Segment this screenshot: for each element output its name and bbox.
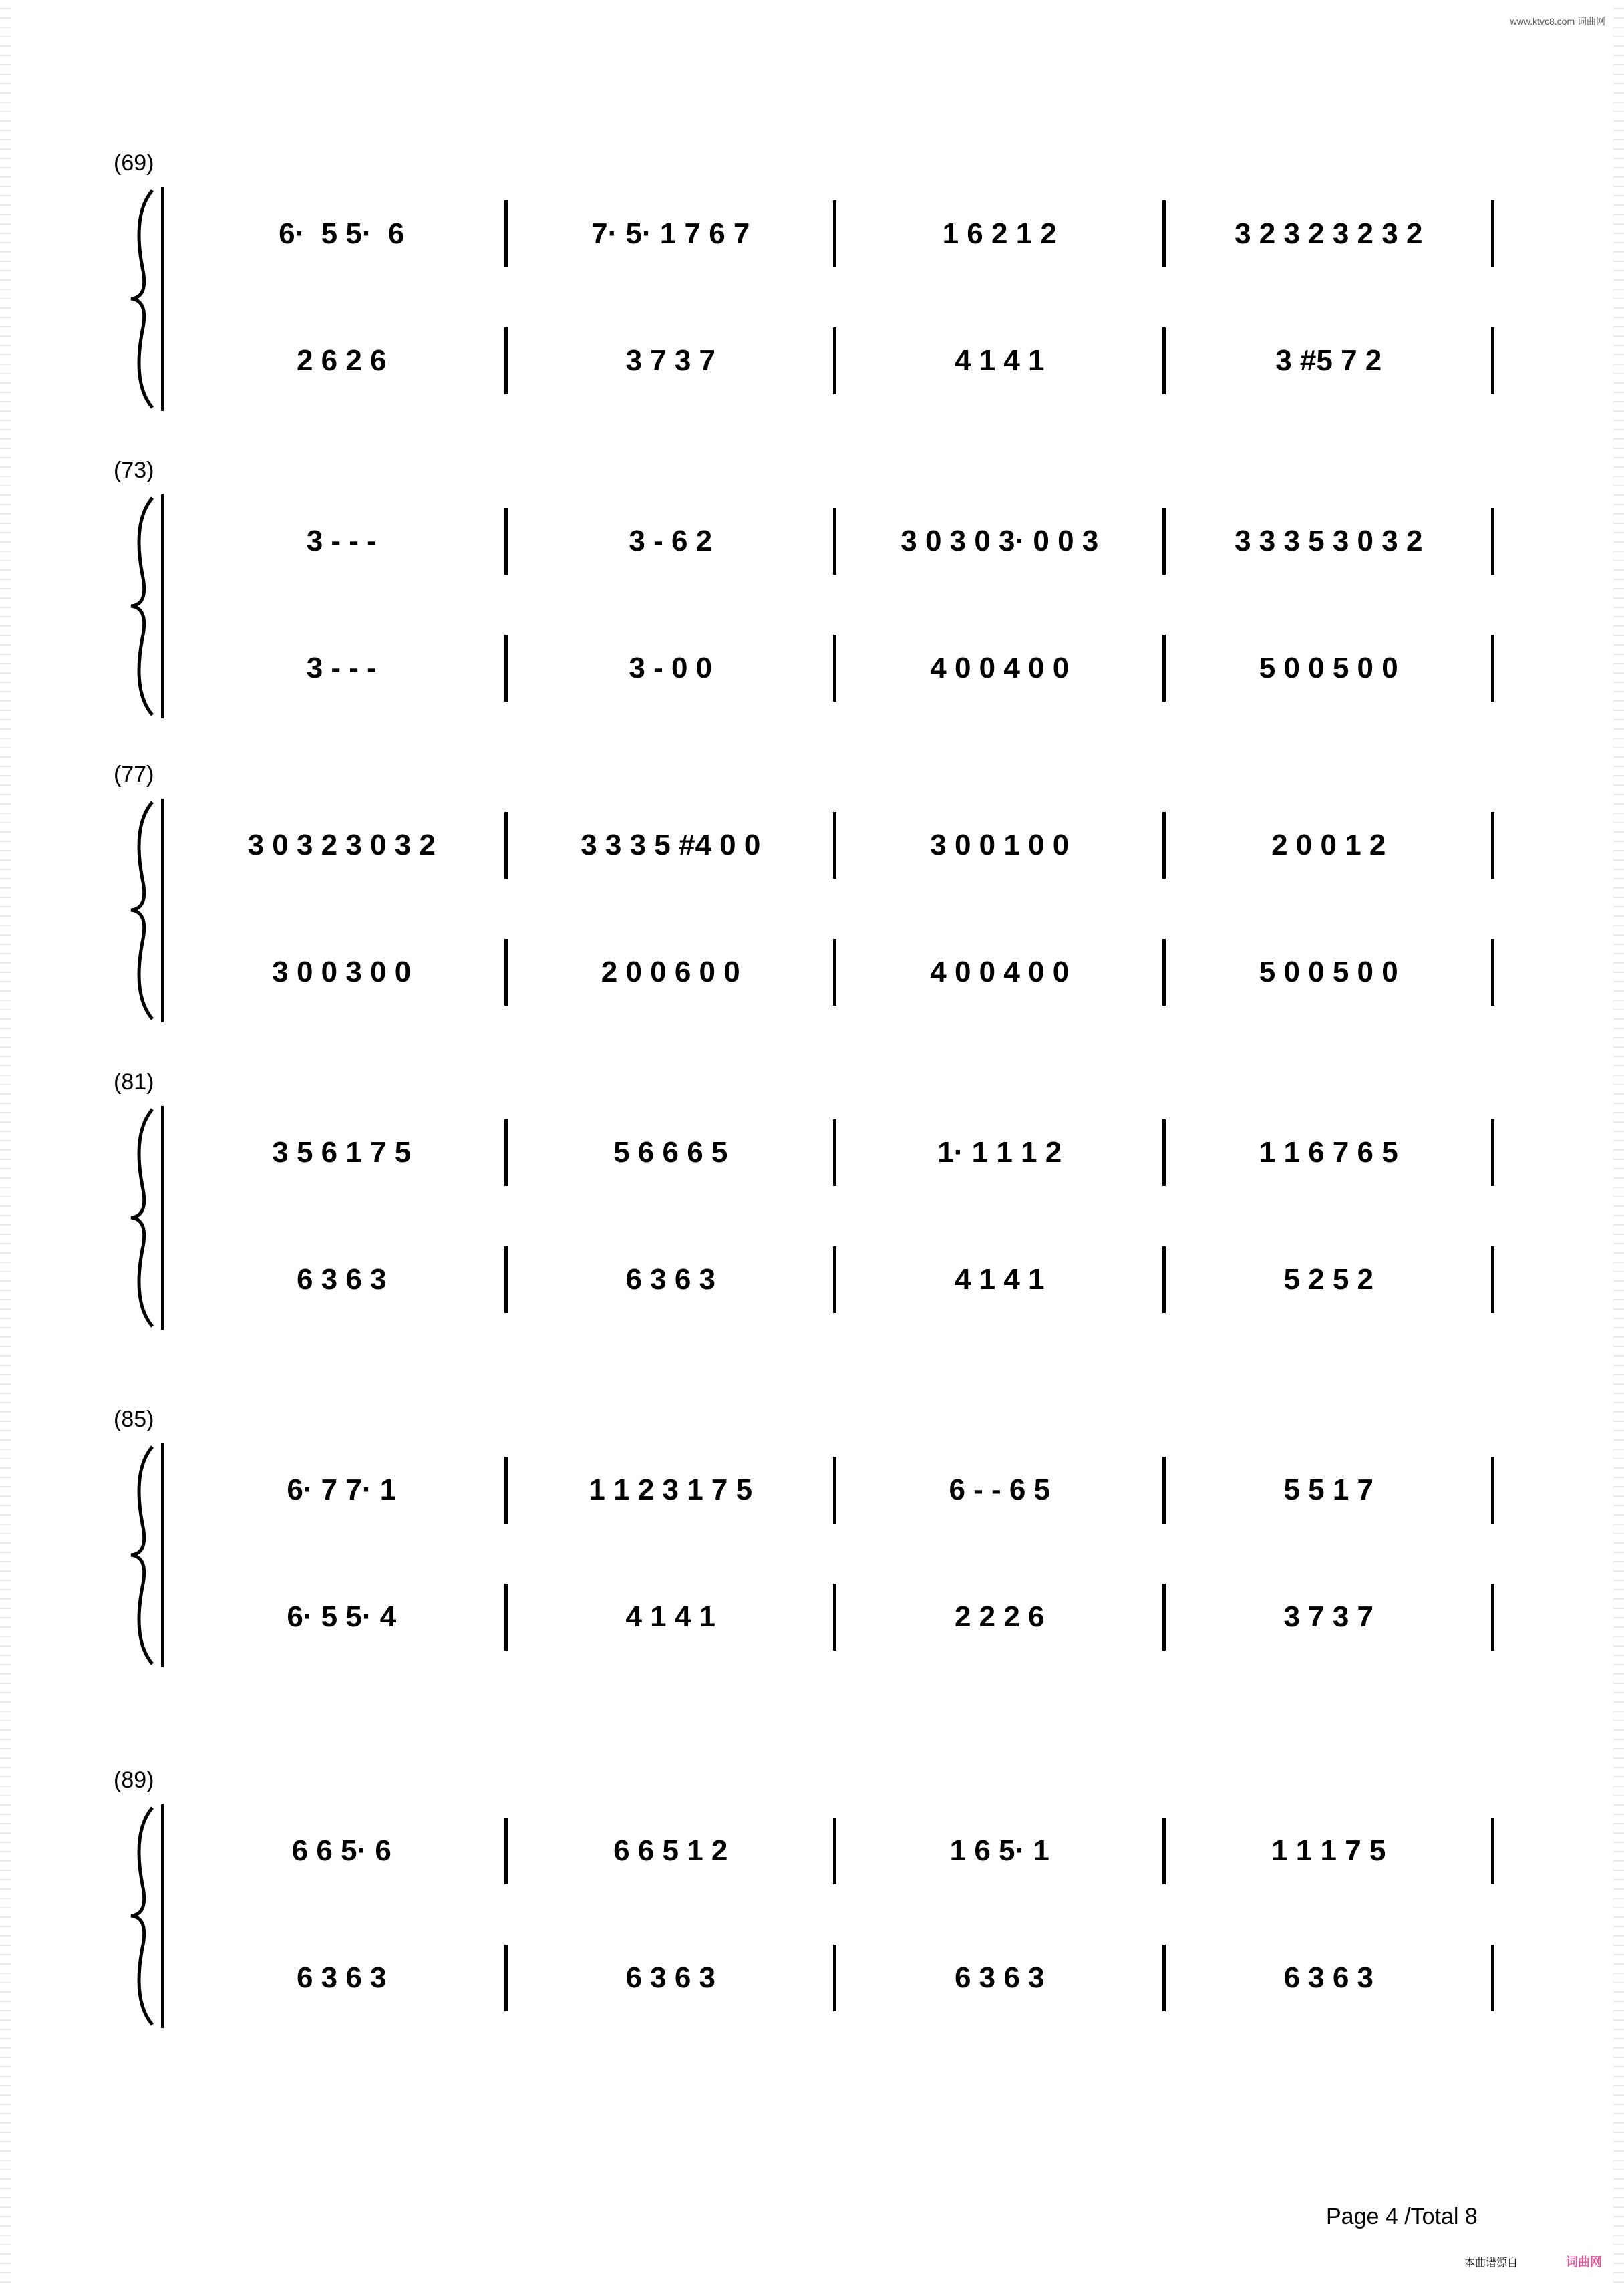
measure	[1168, 939, 1490, 1006]
treble-staff	[180, 1457, 1503, 1524]
measure	[1168, 1818, 1490, 1884]
notation: 3 0 0 1 0 0	[930, 829, 1070, 861]
bass-staff	[180, 1945, 1503, 2011]
barline	[1162, 1945, 1166, 2011]
treble-staff	[180, 1119, 1503, 1186]
notation: 5 0 0 5 0 0	[1259, 652, 1398, 684]
barline	[504, 508, 508, 575]
source-label: 本曲谱源自	[1464, 2257, 1518, 2269]
barline	[1162, 939, 1166, 1006]
barline	[1491, 327, 1494, 394]
right-margin-stripe	[1613, 0, 1624, 2284]
measure	[1168, 635, 1490, 702]
measure-number: (69)	[114, 150, 154, 176]
notation: 1 6 5· 1	[949, 1834, 1049, 1867]
measure	[1168, 1945, 1490, 2011]
measure	[510, 1246, 832, 1313]
notation: 6 3 6 3	[296, 1961, 387, 1994]
measure	[180, 1818, 503, 1884]
measure	[510, 1945, 832, 2011]
notation: 6 3 6 3	[625, 1961, 716, 1994]
barline	[504, 1457, 508, 1524]
notation: 6· 5 5· 4	[287, 1600, 397, 1633]
notation: 5 6 6 6 5	[613, 1136, 728, 1169]
notation: 3 0 3 0 3· 0 0 3	[901, 525, 1099, 557]
barline	[504, 939, 508, 1006]
notation: 1 1 6 7 6 5	[1259, 1136, 1398, 1169]
measure	[180, 1119, 503, 1186]
treble-staff	[180, 508, 1503, 575]
bass-staff	[180, 1246, 1503, 1313]
measure	[180, 327, 503, 394]
barline	[504, 327, 508, 394]
notation: 6 3 6 3	[954, 1961, 1045, 1994]
notation: 3 #5 7 2	[1275, 344, 1382, 377]
barline	[1162, 200, 1166, 267]
notation: 6 - - 6 5	[949, 1473, 1051, 1506]
barline	[504, 1584, 508, 1651]
measure	[838, 1457, 1161, 1524]
measure	[838, 200, 1161, 267]
barline	[1491, 1818, 1494, 1884]
barline	[504, 200, 508, 267]
barline	[1162, 327, 1166, 394]
measure	[180, 1457, 503, 1524]
measure	[1168, 1584, 1490, 1651]
barline	[1491, 1945, 1494, 2011]
notation: 3 - - -	[306, 652, 377, 684]
notation: 6· 7 7· 1	[287, 1473, 397, 1506]
measure	[1168, 327, 1490, 394]
measure	[510, 1584, 832, 1651]
barline	[1162, 1246, 1166, 1313]
barline	[1491, 635, 1494, 702]
bass-staff	[180, 327, 1503, 394]
page-indicator: Page 4 /Total 8	[1326, 2204, 1478, 2229]
measure	[180, 1584, 503, 1651]
score-system	[114, 458, 1503, 728]
notation: 1 1 1 7 5	[1271, 1834, 1386, 1867]
notation: 6 6 5· 6	[291, 1834, 391, 1867]
measure	[180, 635, 503, 702]
brace-icon	[126, 494, 166, 718]
barline	[833, 508, 836, 575]
barline	[504, 635, 508, 702]
barline	[1491, 1457, 1494, 1524]
measure	[838, 1246, 1161, 1313]
notation: 5 2 5 2	[1283, 1263, 1374, 1296]
notation: 4 0 0 4 0 0	[930, 956, 1070, 988]
measure	[510, 635, 832, 702]
brace-icon	[126, 187, 166, 411]
bass-staff	[180, 1584, 1503, 1651]
brace-icon	[126, 1106, 166, 1330]
score-system	[114, 762, 1503, 1032]
bass-staff	[180, 635, 1503, 702]
notation: 4 1 4 1	[625, 1600, 716, 1633]
measure	[510, 200, 832, 267]
notation: 2 2 2 6	[954, 1600, 1045, 1633]
notation: 3 2 3 2 3 2 3 2	[1235, 217, 1423, 250]
measure	[838, 1945, 1161, 2011]
barline	[833, 200, 836, 267]
barline	[833, 939, 836, 1006]
measure	[838, 812, 1161, 879]
notation: 6 3 6 3	[1283, 1961, 1374, 1994]
barline	[1491, 812, 1494, 879]
measure-number: (89)	[114, 1767, 154, 1793]
measure	[838, 1119, 1161, 1186]
treble-staff	[180, 1818, 1503, 1884]
barline	[504, 1945, 508, 2011]
measure	[510, 508, 832, 575]
barline	[833, 1457, 836, 1524]
notation: 1 1 2 3 1 7 5	[589, 1473, 753, 1506]
barline	[1162, 508, 1166, 575]
notation: 6 3 6 3	[296, 1263, 387, 1296]
measure	[510, 1818, 832, 1884]
notation: 3 - - -	[306, 525, 377, 557]
notation: 3 - 0 0	[629, 652, 713, 684]
left-margin-stripe	[0, 0, 11, 2284]
measure	[838, 635, 1161, 702]
measure	[838, 939, 1161, 1006]
notation: 3 0 0 3 0 0	[272, 956, 412, 988]
notation: 4 0 0 4 0 0	[930, 652, 1070, 684]
score-system	[114, 1069, 1503, 1340]
notation: 6 3 6 3	[625, 1263, 716, 1296]
barline	[1162, 1457, 1166, 1524]
notation: 4 1 4 1	[954, 1263, 1045, 1296]
measure-number: (77)	[114, 762, 154, 787]
measure	[180, 508, 503, 575]
measure	[1168, 508, 1490, 575]
notation: 5 0 0 5 0 0	[1259, 956, 1398, 988]
measure	[1168, 1119, 1490, 1186]
barline	[833, 1584, 836, 1651]
treble-staff	[180, 200, 1503, 267]
measure	[1168, 812, 1490, 879]
barline	[504, 1818, 508, 1884]
barline	[1491, 1119, 1494, 1186]
bass-staff	[180, 939, 1503, 1006]
notation: 1· 1 1 1 2	[937, 1136, 1062, 1169]
barline	[833, 1246, 836, 1313]
brand-logo: 词曲网	[1566, 2255, 1602, 2269]
notation: 2 0 0 1 2	[1271, 829, 1386, 861]
barline	[1162, 635, 1166, 702]
barline	[833, 327, 836, 394]
measure	[510, 939, 832, 1006]
barline	[833, 1119, 836, 1186]
barline	[1162, 1119, 1166, 1186]
measure	[1168, 200, 1490, 267]
barline	[1491, 508, 1494, 575]
notation: 4 1 4 1	[954, 344, 1045, 377]
measure	[838, 1584, 1161, 1651]
measure	[1168, 1246, 1490, 1313]
measure	[510, 1457, 832, 1524]
barline	[504, 812, 508, 879]
barline	[1162, 812, 1166, 879]
notation: 3 3 3 5 #4 0 0	[581, 829, 761, 861]
barline	[1491, 1246, 1494, 1313]
barline	[1491, 200, 1494, 267]
notation: 6 6 5 1 2	[613, 1834, 728, 1867]
measure	[180, 200, 503, 267]
barline	[833, 1818, 836, 1884]
treble-staff	[180, 812, 1503, 879]
notation: 7· 5· 1 7 6 7	[591, 217, 750, 250]
score-system	[114, 1767, 1503, 2038]
measure	[180, 1945, 503, 2011]
measure	[838, 508, 1161, 575]
notation: 6· 5 5· 6	[279, 217, 405, 250]
barline	[1491, 939, 1494, 1006]
barline	[1162, 1818, 1166, 1884]
measure-number: (81)	[114, 1069, 154, 1095]
notation: 3 7 3 7	[625, 344, 716, 377]
barline	[1162, 1584, 1166, 1651]
score-system	[114, 1407, 1503, 1677]
notation: 2 6 2 6	[296, 344, 387, 377]
notation: 2 0 0 6 0 0	[601, 956, 740, 988]
measure	[180, 812, 503, 879]
notation: 3 7 3 7	[1283, 1600, 1374, 1633]
measure	[510, 1119, 832, 1186]
notation: 3 3 3 5 3 0 3 2	[1235, 525, 1423, 557]
notation: 3 0 3 2 3 0 3 2	[247, 829, 436, 861]
measure-number: (73)	[114, 458, 154, 483]
barline	[1491, 1584, 1494, 1651]
brace-icon	[126, 1804, 166, 2028]
barline	[833, 812, 836, 879]
measure	[510, 327, 832, 394]
measure	[838, 1818, 1161, 1884]
notation: 3 5 6 1 7 5	[272, 1136, 412, 1169]
barline	[504, 1119, 508, 1186]
measure	[180, 1246, 503, 1313]
score-system	[114, 150, 1503, 421]
barline	[833, 635, 836, 702]
measure	[838, 327, 1161, 394]
brace-icon	[126, 799, 166, 1022]
measure	[180, 939, 503, 1006]
measure-number: (85)	[114, 1407, 154, 1432]
notation: 3 - 6 2	[629, 525, 713, 557]
barline	[833, 1945, 836, 2011]
notation: 5 5 1 7	[1283, 1473, 1374, 1506]
notation: 1 6 2 1 2	[942, 217, 1057, 250]
measure	[510, 812, 832, 879]
measure	[1168, 1457, 1490, 1524]
brace-icon	[126, 1443, 166, 1667]
barline	[504, 1246, 508, 1313]
site-header: www.ktvc8.com 词曲网	[1510, 16, 1605, 27]
